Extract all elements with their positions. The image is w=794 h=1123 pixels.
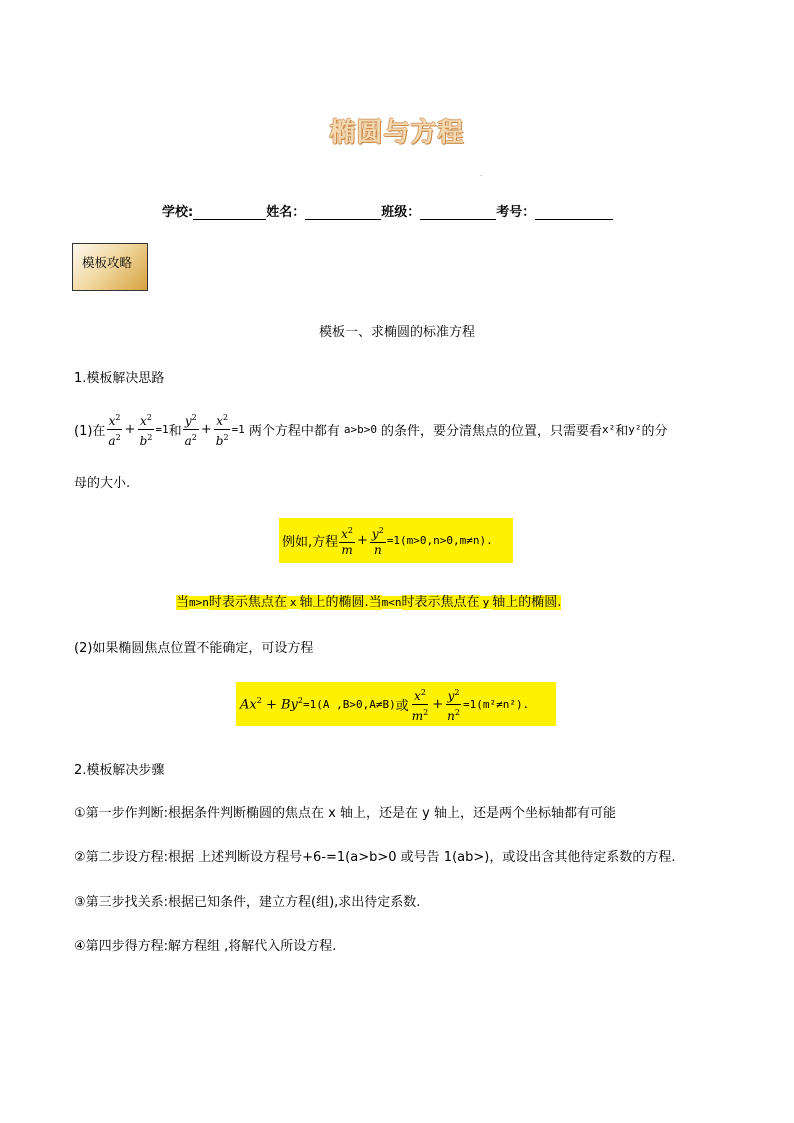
class-blank[interactable]: [420, 205, 496, 220]
p1-tail: 的分: [641, 424, 668, 439]
eq1-rhs: =1: [155, 423, 169, 436]
step-2: ②第二步设方程:根据 上述判断设方程号+6-=1(a>b>0 或号告 1(ab>)，或设出含其他待定系数的方程.: [74, 850, 676, 865]
fraction-x2-m2: $\frac{x^2}{m^2}$: [410, 685, 430, 724]
p1-x-squared: x²: [601, 423, 616, 436]
general-equation-box: [236, 682, 556, 726]
name-blank[interactable]: [305, 205, 381, 220]
p1-y-squared: y²: [628, 423, 642, 436]
paragraph-1-line-1: [74, 410, 668, 449]
general-eq-or: 或: [395, 698, 409, 714]
plus-sign: +: [357, 533, 368, 548]
example-box: [279, 518, 513, 563]
example-rhs: =1: [386, 534, 401, 547]
paragraph-1-line-2: 母的大小.: [74, 476, 131, 491]
note-c: 轴上的椭圆.当: [299, 595, 382, 610]
note-m-lt-n: m<n: [381, 596, 402, 609]
fraction-x2-a2: $\frac{x^2}{a^2}$: [106, 410, 122, 449]
p1-and: 和: [168, 424, 182, 439]
exam-number-label: 考号：: [496, 205, 536, 220]
focus-note: [176, 591, 561, 610]
general-eq-rhs: =1: [302, 697, 317, 711]
paragraph-2: (2)如果椭圆焦点位置不能确定，可设方程: [74, 641, 314, 656]
p1-and-2: 和: [615, 424, 629, 439]
note-e: 轴上的椭圆.: [492, 595, 562, 610]
school-blank[interactable]: [193, 205, 266, 220]
note-a: 当: [176, 595, 190, 610]
eq2-rhs: =1: [231, 423, 245, 436]
section1-heading: 1.模板解决思路: [74, 371, 165, 386]
general-eq-condition-2: (m²≠n²).: [476, 697, 530, 711]
step-3: ③第三步找关系:根据已知条件，建立方程(组),求出待定系数.: [74, 895, 421, 910]
p1-prefix: (1)在: [74, 424, 106, 439]
note-y: y: [480, 596, 493, 609]
exam-number-blank[interactable]: [535, 205, 613, 220]
plus-sign: +: [200, 422, 212, 437]
step-4: ④第四步得方程:解方程组 ,将解代入所设方程.: [74, 939, 337, 954]
page-title: 椭圆与方程: [329, 118, 465, 148]
class-label: 班级：: [381, 205, 421, 220]
fraction-y2-a2: $\frac{y^2}{a^2}$: [183, 410, 199, 449]
student-info-row: [162, 200, 613, 220]
expr-ax2-by2: $Ax^2 + By^2$: [240, 695, 303, 713]
fraction-y2-n2: $\frac{y^2}{n^2}$: [445, 685, 462, 724]
fraction-x2-b2: $\frac{x^2}{b^2}$: [138, 410, 155, 449]
example-condition: (m>0,n>0,m≠n).: [400, 534, 493, 547]
step-1: ①第一步作判断:根据条件判断椭圆的焦点在 x 轴上，还是在 y 轴上，还是两个坐标轴都有可能: [74, 806, 616, 821]
note-x: x: [287, 596, 300, 609]
name-label: 姓名：: [266, 205, 306, 220]
fraction-x2-m: $\frac{x^2}{m}$: [339, 523, 355, 558]
general-eq-rhs-2: =1: [462, 697, 477, 711]
fraction-y2-n: $\frac{y^2}{n}$: [370, 523, 386, 558]
tick-mark: ·: [480, 172, 483, 180]
general-eq-condition: (A ,B>0,A≠B): [316, 697, 396, 711]
p1-condition: a>b>0: [343, 423, 377, 436]
example-prefix: 例如,方程: [282, 535, 339, 550]
p1-text-a: 两个方程中都有: [248, 424, 340, 439]
fraction-x2-b2-second: $\frac{x^2}{b^2}$: [214, 410, 231, 449]
note-m-gt-n: m>n: [189, 596, 209, 609]
plus-sign: +: [124, 422, 136, 437]
note-b: 时表示焦点在: [208, 595, 287, 610]
school-label: 学校:: [162, 205, 194, 220]
note-d: 时表示焦点在: [401, 595, 480, 610]
p1-text-b: 的条件，要分清焦点的位置，只需要看: [380, 424, 602, 439]
plus-sign: +: [432, 696, 444, 712]
template-heading: 模板一、求椭圆的标准方程: [318, 325, 475, 340]
template-strategy-badge: 模板攻略: [72, 243, 148, 291]
section2-heading: 2.模板解决步骤: [74, 763, 165, 778]
